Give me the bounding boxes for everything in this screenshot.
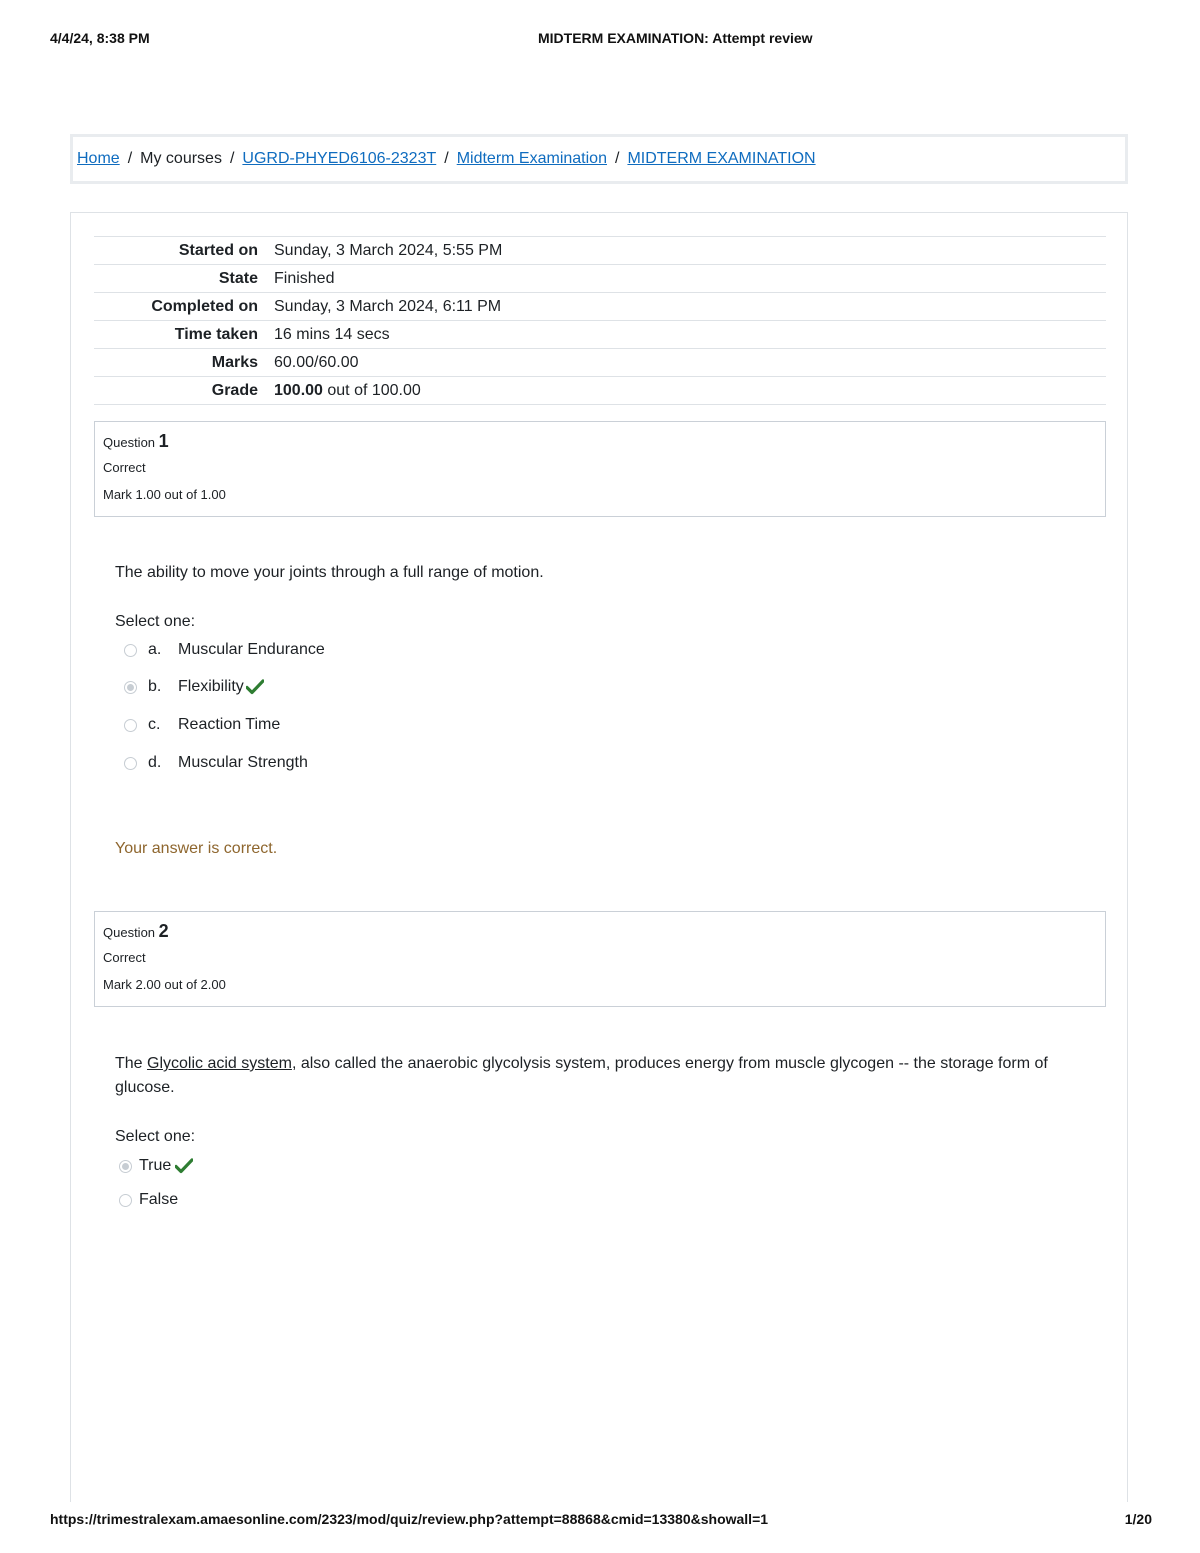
breadcrumb-activity-link[interactable]: MIDTERM EXAMINATION: [627, 150, 816, 167]
option-letter: d.: [148, 754, 162, 771]
option-text: Flexibility: [178, 678, 244, 695]
summary-label: Marks: [94, 349, 266, 377]
question-state: Correct: [103, 460, 146, 475]
summary-value: Sunday, 3 March 2024, 6:11 PM: [266, 293, 1106, 321]
breadcrumb-section-link[interactable]: Midterm Examination: [456, 150, 607, 167]
summary-row-state: [94, 265, 1106, 293]
summary-row-marks: [94, 349, 1106, 377]
grade-value: 100.00: [274, 381, 323, 399]
option-text: Muscular Strength: [178, 754, 308, 771]
question-number-line: [103, 428, 1097, 456]
question-mark: Mark 1.00 out of 1.00: [103, 487, 226, 502]
select-one-label: Select one:: [115, 613, 196, 630]
answer-option-true[interactable]: [119, 1154, 193, 1178]
print-datetime: 4/4/24, 8:38 PM: [50, 30, 150, 46]
breadcrumb: [70, 134, 1128, 184]
summary-row-time-taken: [94, 321, 1106, 349]
summary-value: Finished: [266, 265, 1106, 293]
print-header: [50, 30, 1150, 48]
answer-option-false[interactable]: [119, 1188, 178, 1212]
answer-option-c[interactable]: [124, 713, 280, 737]
question-state: Correct: [103, 950, 146, 965]
breadcrumb-separator: /: [614, 150, 620, 167]
question-text-line2: glucose.: [115, 1079, 175, 1096]
breadcrumb-separator: /: [444, 150, 449, 167]
check-icon: [246, 679, 264, 695]
option-letter: b.: [148, 678, 162, 695]
question-label: Question: [103, 925, 156, 940]
print-footer: [50, 1511, 1152, 1529]
question-number: 2: [158, 921, 169, 941]
question-text-rest: , also called the anaerobic glycolysis system, produces energy from muscle glycogen -- the storage form of: [291, 1055, 1048, 1072]
print-url: https://trimestralexam.amaesonline.com/2323/mod/quiz/review.php?attempt=88868&cmid=13380&showall=1: [50, 1511, 769, 1527]
radio-button-selected[interactable]: [119, 1160, 132, 1173]
print-page-number: 1/20: [1124, 1511, 1152, 1527]
select-one-label: Select one:: [115, 1128, 196, 1145]
question-mark: Mark 2.00 out of 2.00: [103, 977, 226, 992]
option-text: True: [139, 1157, 172, 1174]
summary-label: Started on: [94, 237, 266, 265]
attempt-summary-table: [94, 236, 1106, 405]
summary-label: Grade: [94, 377, 266, 405]
radio-button[interactable]: [124, 644, 137, 657]
radio-button-selected[interactable]: [124, 681, 137, 694]
radio-button[interactable]: [124, 757, 137, 770]
question-number: 1: [158, 431, 169, 451]
summary-label: Time taken: [94, 321, 266, 349]
breadcrumb-course-link[interactable]: UGRD-PHYED6106-2323T: [242, 150, 437, 167]
grade-out-of: out of 100.00: [322, 381, 421, 399]
breadcrumb-separator: /: [127, 150, 133, 167]
question-text-underlined: Glycolic acid system: [147, 1055, 292, 1072]
option-text: False: [139, 1191, 179, 1208]
radio-button[interactable]: [124, 719, 137, 732]
question-text: The ability to move your joints through a full range of motion.: [115, 564, 544, 581]
option-letter: c.: [148, 716, 161, 733]
summary-label: State: [94, 265, 266, 293]
summary-value: [266, 377, 1106, 405]
check-icon: [175, 1158, 193, 1174]
summary-value: 60.00/60.00: [266, 349, 1106, 377]
breadcrumb-my-courses: My courses: [140, 150, 222, 167]
summary-value: Sunday, 3 March 2024, 5:55 PM: [266, 237, 1106, 265]
answer-option-b[interactable]: [124, 675, 264, 699]
option-text: Reaction Time: [178, 716, 281, 733]
feedback-text: Your answer is correct.: [115, 840, 278, 857]
question-text-prefix: The: [115, 1055, 148, 1072]
answer-option-a[interactable]: [124, 638, 325, 662]
radio-button[interactable]: [119, 1194, 132, 1207]
question-text: [115, 1052, 1075, 1100]
breadcrumb-home-link[interactable]: Home: [77, 150, 120, 167]
summary-row-started-on: [94, 237, 1106, 265]
print-page-title: MIDTERM EXAMINATION: Attempt review: [538, 30, 813, 46]
summary-row-grade: [94, 377, 1106, 405]
summary-value: 16 mins 14 secs: [266, 321, 1106, 349]
breadcrumb-separator: /: [229, 150, 235, 167]
answer-option-d[interactable]: [124, 751, 308, 775]
question-info-box: [94, 421, 1106, 517]
summary-label: Completed on: [94, 293, 266, 321]
option-letter: a.: [148, 641, 162, 658]
option-text: Muscular Endurance: [178, 641, 325, 658]
question-number-line: [103, 918, 1097, 946]
question-label: Question: [103, 435, 156, 450]
question-info-box: [94, 911, 1106, 1007]
summary-row-completed-on: [94, 293, 1106, 321]
